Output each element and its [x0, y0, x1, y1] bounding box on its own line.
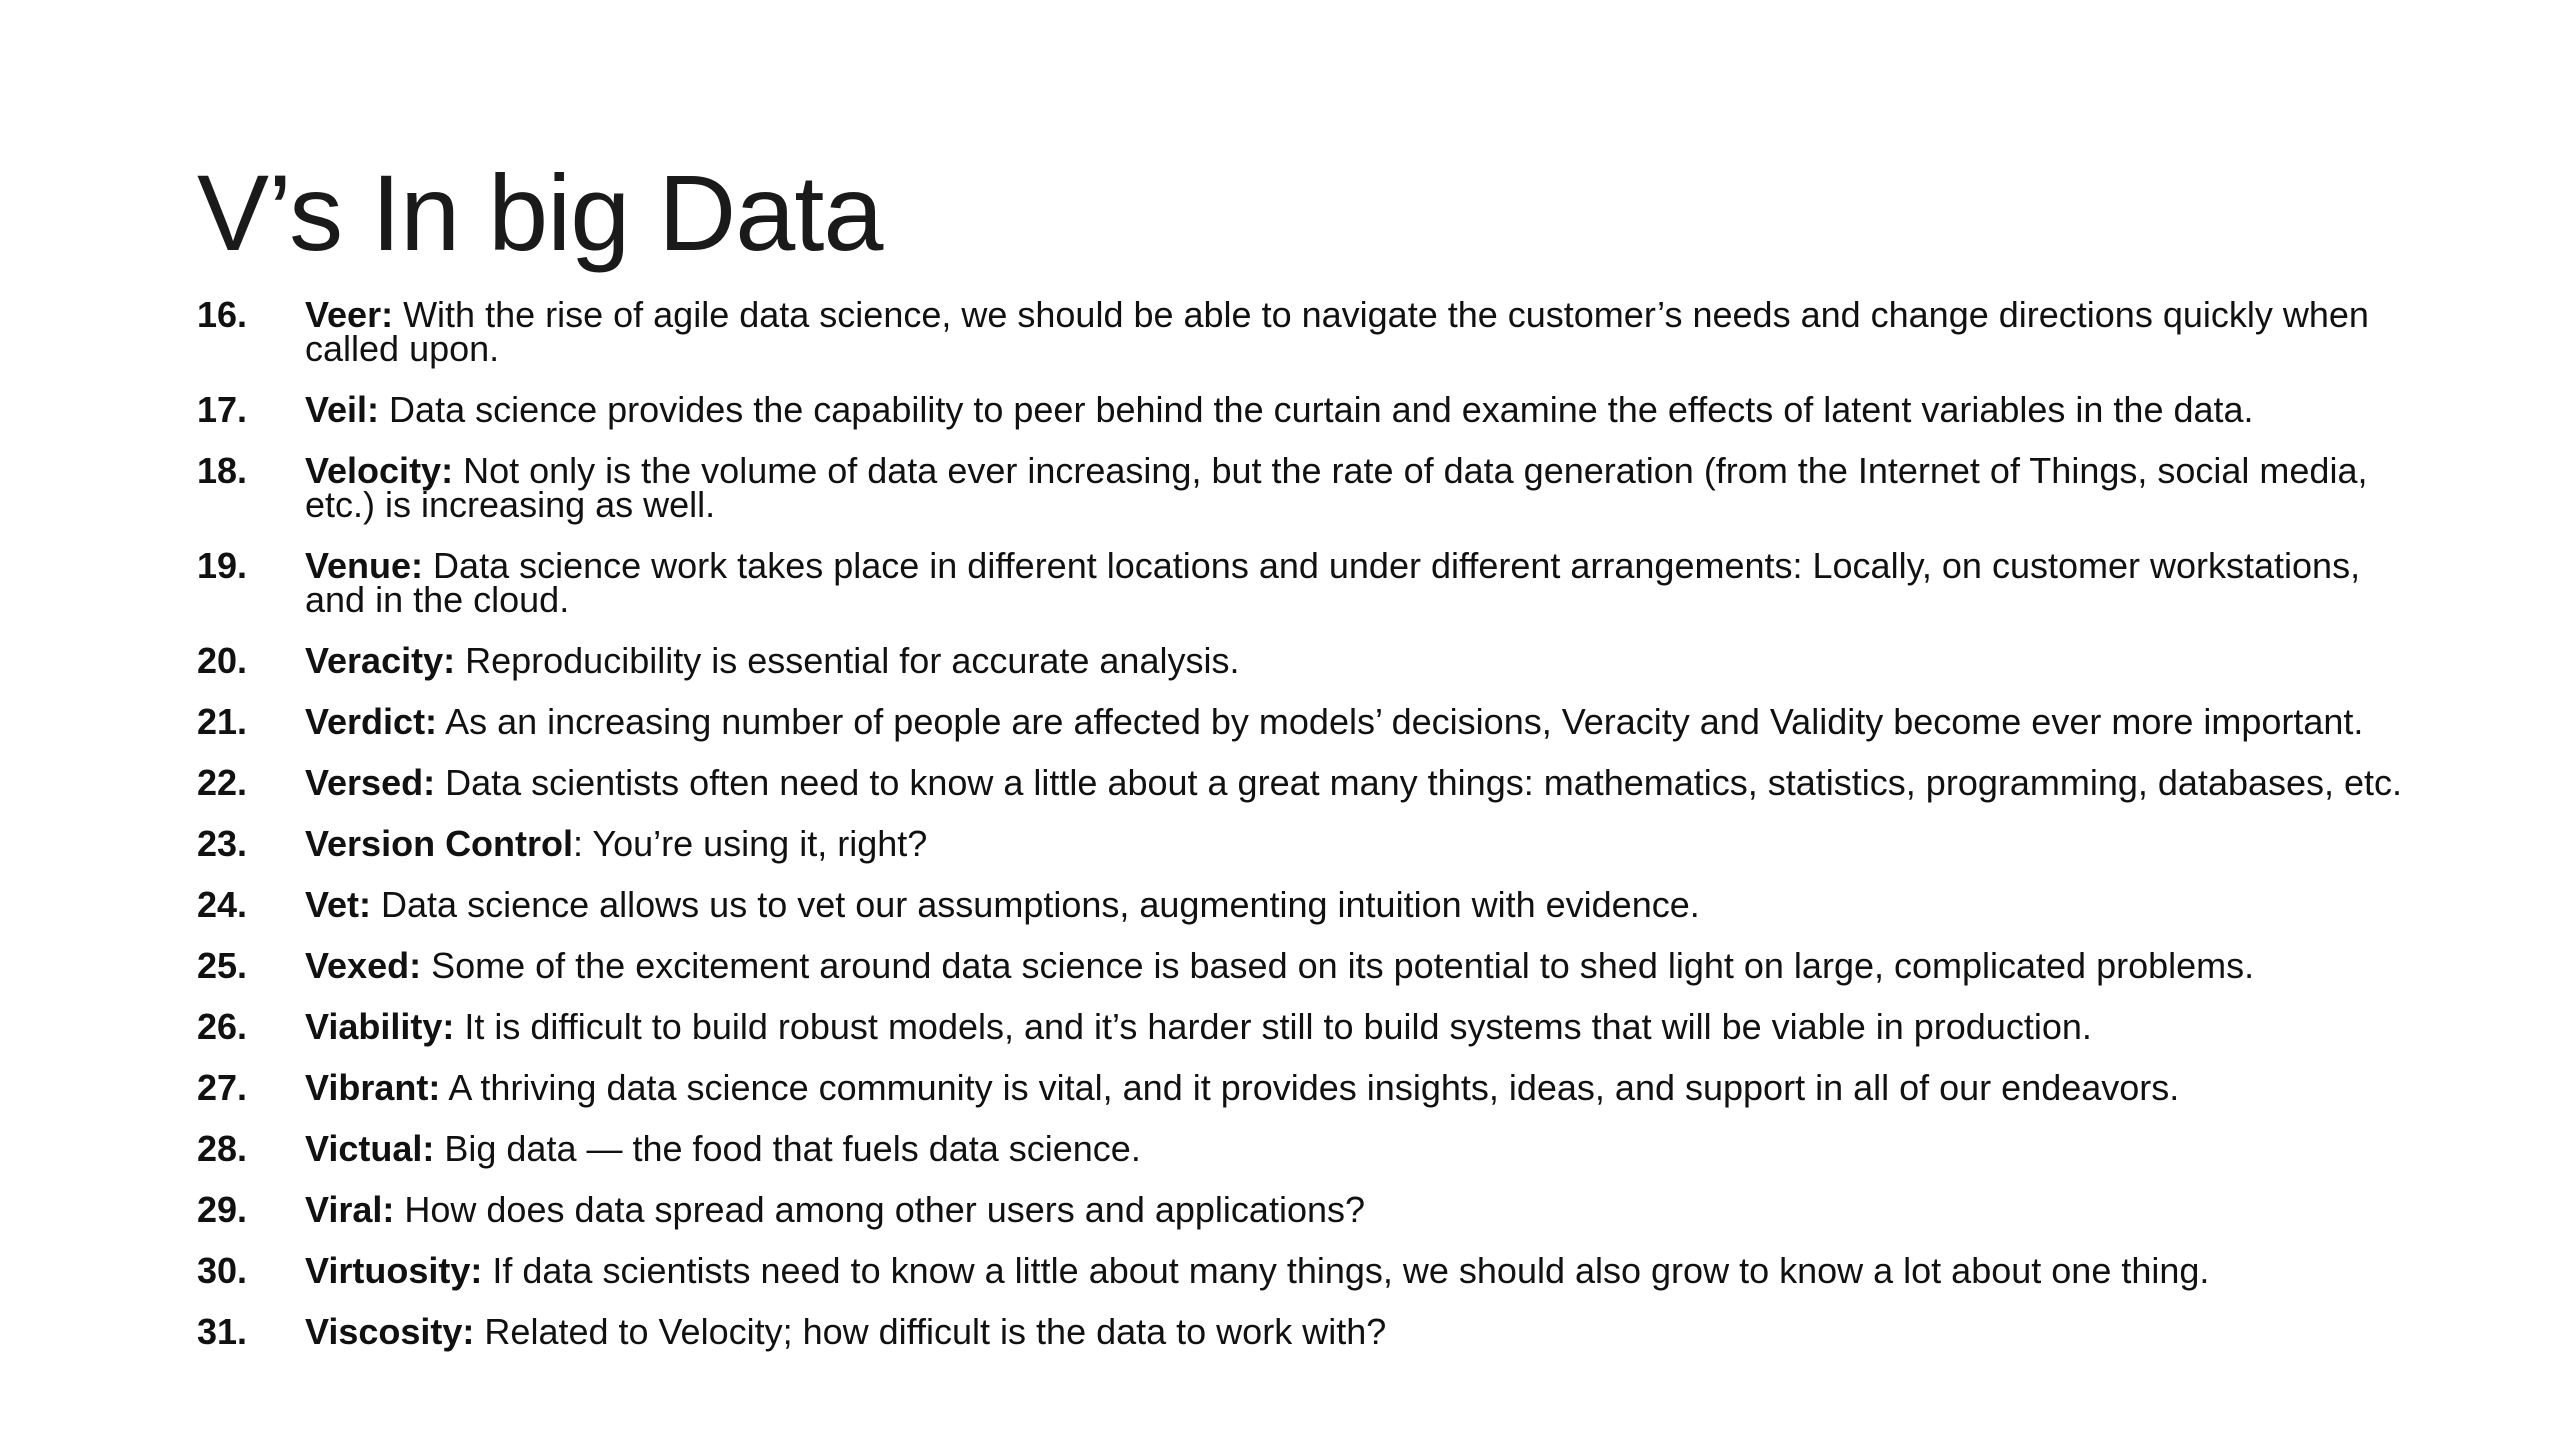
item-term: Vet:: [305, 884, 372, 925]
item-number: 19.: [197, 545, 248, 586]
item-number: 22.: [197, 762, 248, 803]
list-item: [197, 1311, 2407, 1352]
item-text: Big data — the food that fuels data science.: [434, 1128, 1141, 1169]
item-number: 18.: [197, 450, 248, 491]
item-body: [305, 1250, 2407, 1291]
list-item: [197, 1250, 2407, 1291]
item-term: Veil:: [305, 389, 380, 430]
list-item: [197, 545, 2407, 620]
list-item: [197, 1006, 2407, 1047]
item-body: [305, 884, 2407, 925]
item-term: Venue:: [305, 545, 424, 586]
item-term: Vibrant:: [305, 1067, 441, 1108]
item-text: Data science work takes place in different locations and under different arrangements: Locally, on customer workstations, and in the cloud.: [305, 545, 2361, 620]
list-item: [197, 450, 2407, 525]
item-text: As an increasing number of people are affected by models’ decisions, Veracity and Validity become ever more important.: [437, 701, 2364, 742]
item-number: 31.: [197, 1311, 248, 1352]
item-body: [305, 1311, 2407, 1352]
numbered-list: [197, 294, 2407, 1376]
item-number: 21.: [197, 701, 248, 742]
item-body: [305, 1189, 2407, 1230]
list-item: [197, 294, 2407, 369]
item-text: If data scientists need to know a little about many things, we should also grow to know a lot about one thing.: [482, 1250, 2210, 1291]
item-body: [305, 450, 2407, 525]
item-text: Data science allows us to vet our assumptions, augmenting intuition with evidence.: [371, 884, 1700, 925]
item-body: [305, 823, 2407, 864]
item-number: 28.: [197, 1128, 248, 1169]
item-term: Version Control: [305, 823, 574, 864]
item-text: Not only is the volume of data ever increasing, but the rate of data generation (from the Internet of Things, social media, etc.) is increasing as well.: [305, 450, 2368, 525]
item-term: Velocity:: [305, 450, 454, 491]
item-text: A thriving data science community is vital, and it provides insights, ideas, and support in all of our endeavors.: [440, 1067, 2180, 1108]
item-body: [305, 294, 2407, 369]
item-term: Veer:: [305, 294, 394, 335]
item-number: 26.: [197, 1006, 248, 1047]
item-text: Some of the excitement around data science is based on its potential to shed light on large, complicated problems.: [421, 945, 2255, 986]
list-item: [197, 1128, 2407, 1169]
list-item: [197, 389, 2407, 430]
item-number: 24.: [197, 884, 248, 925]
item-term: Viability:: [305, 1006, 455, 1047]
item-text: Data science provides the capability to peer behind the curtain and examine the effects of latent variables in the data.: [379, 389, 2254, 430]
item-number: 30.: [197, 1250, 248, 1291]
item-term: Verdict:: [305, 701, 438, 742]
item-body: [305, 1128, 2407, 1169]
item-text: It is difficult to build robust models, and it’s harder still to build systems that will be viable in production.: [454, 1006, 2092, 1047]
item-text: Data scientists often need to know a little about a great many things: mathematics, statistics, programming, databases, etc.: [435, 762, 2403, 803]
item-body: [305, 545, 2407, 620]
item-term: Versed:: [305, 762, 436, 803]
list-item: [197, 762, 2407, 803]
item-body: [305, 762, 2407, 803]
item-term: Vexed:: [305, 945, 422, 986]
item-text: With the rise of agile data science, we should be able to navigate the customer’s needs and change directions quickly when called upon.: [305, 294, 2369, 369]
item-number: 17.: [197, 389, 248, 430]
item-text: : You’re using it, right?: [573, 823, 928, 864]
item-number: 27.: [197, 1067, 248, 1108]
item-body: [305, 389, 2407, 430]
list-item: [197, 945, 2407, 986]
item-text: Related to Velocity; how difficult is the data to work with?: [474, 1311, 1387, 1352]
item-body: [305, 1006, 2407, 1047]
slide-title: V’s In big Data: [197, 152, 883, 273]
list-item: [197, 640, 2407, 681]
list-item: [197, 1189, 2407, 1230]
list-item: [197, 884, 2407, 925]
list-item: [197, 701, 2407, 742]
item-number: 29.: [197, 1189, 248, 1230]
item-text: Reproducibility is essential for accurate analysis.: [455, 640, 1240, 681]
item-term: Victual:: [305, 1128, 435, 1169]
item-number: 25.: [197, 945, 248, 986]
item-body: [305, 945, 2407, 986]
item-term: Virtuosity:: [305, 1250, 483, 1291]
list-item: [197, 823, 2407, 864]
item-body: [305, 1067, 2407, 1108]
item-body: [305, 640, 2407, 681]
item-term: Viral:: [305, 1189, 395, 1230]
list-item: [197, 1067, 2407, 1108]
item-number: 23.: [197, 823, 248, 864]
item-number: 16.: [197, 294, 248, 335]
item-text: How does data spread among other users and applications?: [394, 1189, 1366, 1230]
item-body: [305, 701, 2407, 742]
item-number: 20.: [197, 640, 248, 681]
item-term: Veracity:: [305, 640, 456, 681]
item-term: Viscosity:: [305, 1311, 475, 1352]
